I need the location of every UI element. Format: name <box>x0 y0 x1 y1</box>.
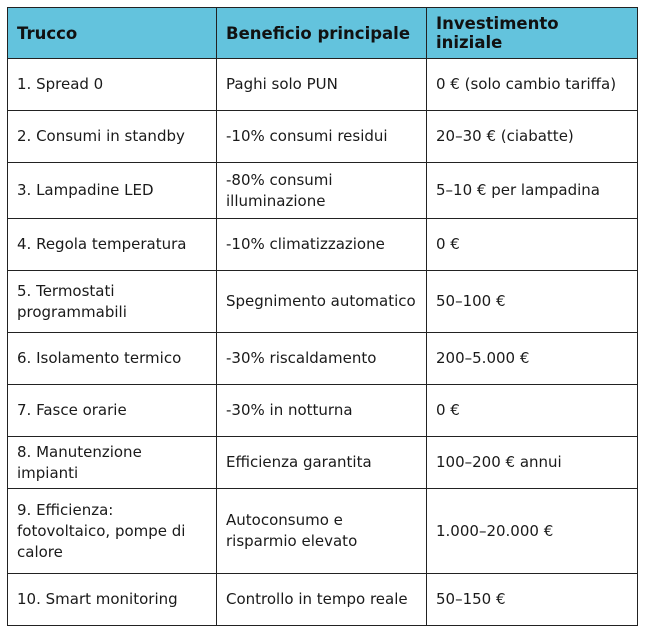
cell-beneficio: -30% riscaldamento <box>217 333 427 385</box>
cell-beneficio: Autoconsumo e risparmio elevato <box>217 489 427 574</box>
cell-investimento: 0 € <box>427 219 638 271</box>
comparison-table-container <box>7 7 637 626</box>
cell-investimento: 50–100 € <box>427 271 638 333</box>
cell-beneficio: Paghi solo PUN <box>217 59 427 111</box>
cell-investimento: 1.000–20.000 € <box>427 489 638 574</box>
header-beneficio: Beneficio principale <box>217 8 427 59</box>
cell-beneficio: Spegnimento automatico <box>217 271 427 333</box>
table-row <box>8 437 638 489</box>
cell-trucco: 5. Termostati programmabili <box>8 271 217 333</box>
table-row <box>8 219 638 271</box>
cell-trucco: 7. Fasce orarie <box>8 385 217 437</box>
cell-investimento: 0 € (solo cambio tariffa) <box>427 59 638 111</box>
tips-table <box>7 7 638 626</box>
cell-investimento: 50–150 € <box>427 574 638 626</box>
cell-investimento: 200–5.000 € <box>427 333 638 385</box>
cell-beneficio: -80% consumi illuminazione <box>217 163 427 219</box>
cell-beneficio: -10% climatizzazione <box>217 219 427 271</box>
table-row <box>8 271 638 333</box>
table-header-row <box>8 8 638 59</box>
cell-beneficio: -10% consumi residui <box>217 111 427 163</box>
table-row <box>8 163 638 219</box>
table-row <box>8 574 638 626</box>
cell-beneficio: Controllo in tempo reale <box>217 574 427 626</box>
header-trucco: Trucco <box>8 8 217 59</box>
cell-trucco: 6. Isolamento termico <box>8 333 217 385</box>
cell-beneficio: -30% in notturna <box>217 385 427 437</box>
cell-trucco: 4. Regola temperatura <box>8 219 217 271</box>
table-row <box>8 333 638 385</box>
cell-trucco: 10. Smart monitoring <box>8 574 217 626</box>
table-row <box>8 489 638 574</box>
header-investimento: Investimento iniziale <box>427 8 638 59</box>
cell-trucco: 1. Spread 0 <box>8 59 217 111</box>
cell-trucco: 2. Consumi in standby <box>8 111 217 163</box>
cell-trucco: 8. Manutenzione impianti <box>8 437 217 489</box>
cell-investimento: 5–10 € per lampadina <box>427 163 638 219</box>
table-row <box>8 111 638 163</box>
cell-trucco: 9. Efficienza: fotovoltaico, pompe di calore <box>8 489 217 574</box>
cell-investimento: 20–30 € (ciabatte) <box>427 111 638 163</box>
cell-beneficio: Efficienza garantita <box>217 437 427 489</box>
cell-investimento: 0 € <box>427 385 638 437</box>
table-row <box>8 385 638 437</box>
cell-trucco: 3. Lampadine LED <box>8 163 217 219</box>
table-row <box>8 59 638 111</box>
cell-investimento: 100–200 € annui <box>427 437 638 489</box>
